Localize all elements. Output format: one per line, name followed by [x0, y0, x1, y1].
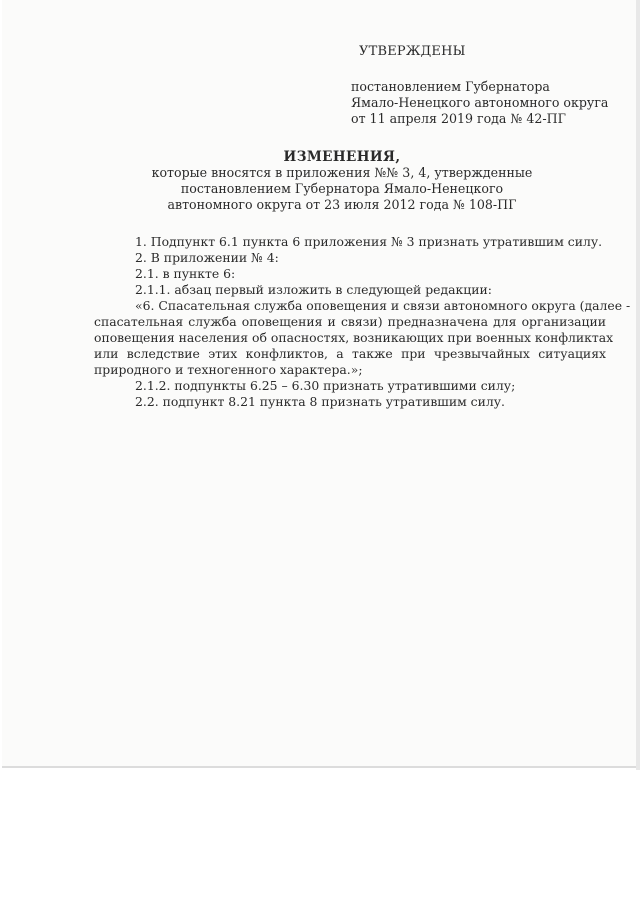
- document-subtitle-line: автономного округа от 23 июля 2012 года № 108-ПГ: [167, 197, 517, 212]
- paragraph-5-line: оповещения населения об опасностях, возникающих при военных конфликтах: [94, 330, 614, 345]
- paragraph-5-line: природного и техногенного характера.»;: [94, 362, 363, 377]
- approval-stamp: [351, 44, 611, 127]
- approval-heading: УТВЕРЖДЕНЫ: [359, 44, 466, 59]
- document-sheet: [2, 0, 636, 768]
- paragraph-4: 2.1.1. абзац первый изложить в следующей редакции:: [135, 282, 492, 297]
- paragraph-5-line: или вследствие этих конфликтов, а также при чрезвычайных ситуациях: [94, 346, 606, 361]
- document-subtitle-line: которые вносятся в приложения №№ 3, 4, утвержденные: [151, 165, 533, 180]
- approval-line: от 11 апреля 2019 года № 42-ПГ: [351, 111, 566, 126]
- paragraph-6: 2.1.2. подпункты 6.25 – 6.30 признать утратившими силу;: [135, 378, 516, 393]
- paragraph-7: 2.2. подпункт 8.21 пункта 8 признать утратившим силу.: [135, 394, 505, 409]
- paragraph-1: 1. Подпункт 6.1 пункта 6 приложения № 3 признать утратившим силу.: [135, 234, 603, 249]
- document-body: [94, 234, 631, 410]
- paragraph-2: 2. В приложении № 4:: [135, 250, 279, 265]
- document-title: ИЗМЕНЕНИЯ,: [283, 149, 401, 165]
- approval-line: постановлением Губернатора: [351, 79, 550, 94]
- approval-line: Ямало-Ненецкого автономного округа: [351, 95, 609, 110]
- paragraph-5: [94, 298, 631, 378]
- document-title-block: [122, 149, 562, 213]
- sheet-edge-shadow: [636, 0, 640, 770]
- paragraph-5-line: спасательная служба оповещения и связи) предназначена для организации: [94, 314, 606, 329]
- document-subtitle-line: постановлением Губернатора Ямало-Ненецкого: [180, 181, 504, 196]
- paragraph-3: 2.1. в пункте 6:: [135, 266, 236, 281]
- paragraph-5-line: «6. Спасательная служба оповещения и связи автономного округа (далее -: [135, 298, 631, 313]
